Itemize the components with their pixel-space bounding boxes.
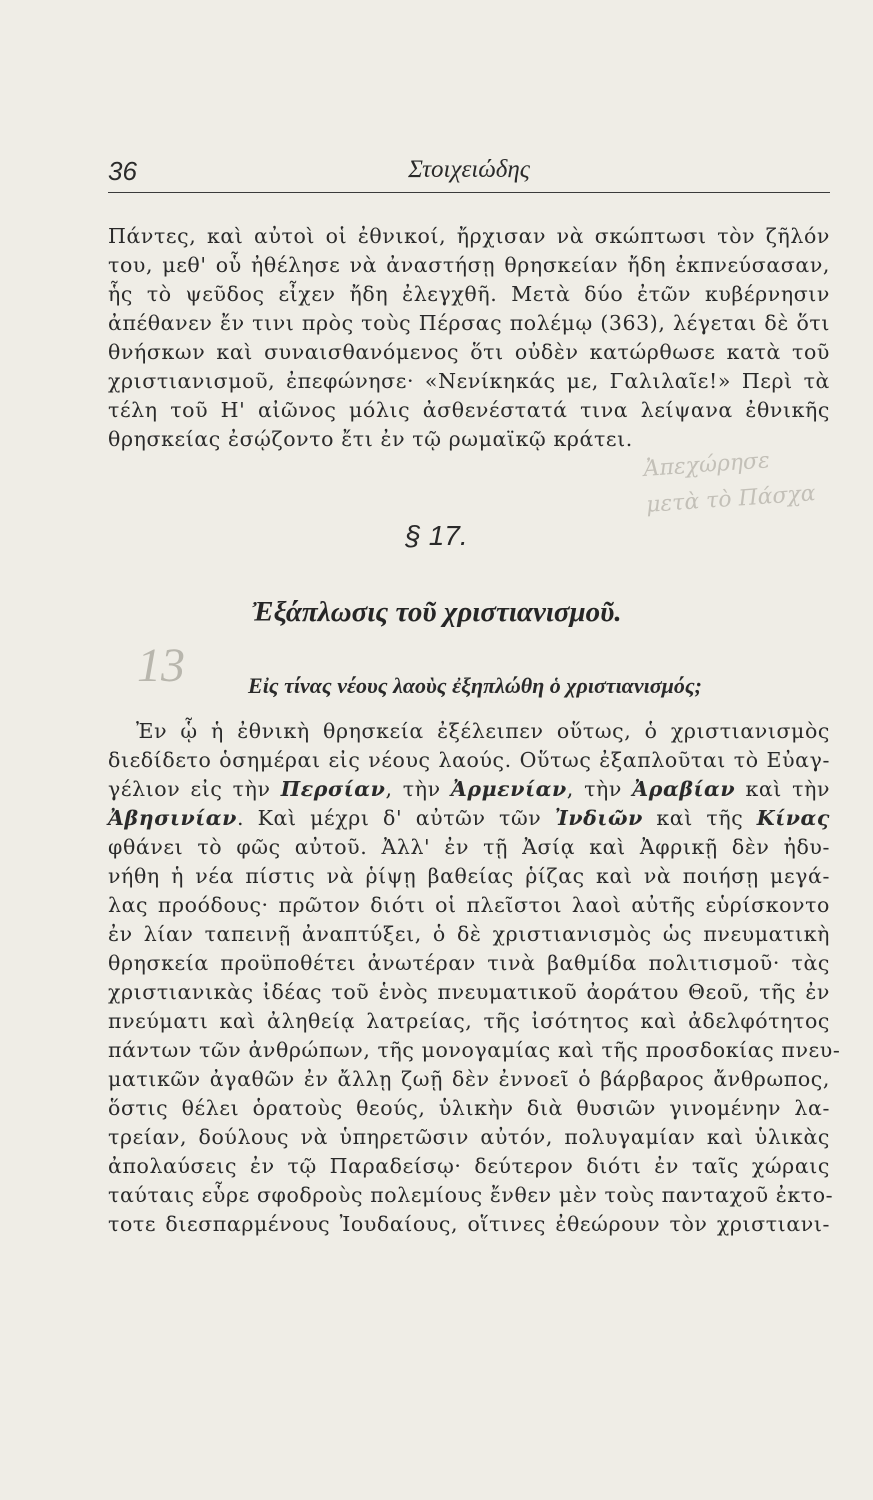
text-line: θνήσκων καὶ συναισθανόμενος ὅτι οὐδὲν κατώρθωσε κατὰ τοῦ [108,340,830,364]
text-line: ἀπέθανεν ἔν τινι πρὸς τοὺς Πέρσας πολέμῳ (363), λέγεται δὲ ὅτι [108,311,830,335]
text-line: ἧς τὸ ψεῦδος εἶχεν ἤδη ἐλεγχθῆ. Μετὰ δύο ἐτῶν κυβέρνησιν [108,282,830,306]
text-line: φθάνει τὸ φῶς αὐτοῦ. Ἀλλ' ἐν τῇ Ἀσίᾳ καὶ Ἀφρικῇ δὲν ἠδυ- [108,835,830,859]
text-line: ὅστις θέλει ὁρατοὺς θεούς, ὑλικὴν διὰ θυσιῶν γινομένην λα- [108,1096,830,1120]
paragraph-1 [108,222,830,454]
text-line: ματικῶν ἀγαθῶν ἐν ἄλλῃ ζωῇ δὲν ἐννοεῖ ὁ βάρβαρος ἄνθρωπος, [108,1067,830,1091]
text-run: καὶ τὴν [735,777,831,801]
text-line: διεδίδετο ὁσημέραι εἰς νέους λαούς. Οὕτως ἐξαπλοῦται τὸ Εὐαγ- [108,748,830,772]
text-line: ταύταις εὗρε σφοδροὺς πολεμίους ἔνθεν μὲν τοὺς πανταχοῦ ἐκτο- [108,1183,834,1207]
text-line: θρησκεία προϋποθέτει ἀνωτέραν τινὰ βαθμίδα πολιτισμοῦ· τὰς [108,951,830,975]
text-line: λας προόδους· πρῶτον διότι οἱ πλεῖστοι λαοὶ αὐτῆς εὑρίσκοντο [108,893,830,917]
text-run: γέλιον εἰς τὴν [108,777,281,801]
emphasis-india: Ἰνδιῶν [554,806,643,830]
running-title: Στοιχειώδης [408,156,530,183]
text-line: χριστιανισμοῦ, ἐπεφώνησε· «Νενίκηκάς με, Γαλιλαῖε!» Περὶ τὰ [108,369,830,393]
text-line: ἀπολαύσεις ἐν τῷ Παραδείσῳ· δεύτερον διότι ἐν ταῖς χώραις [108,1154,830,1178]
section-number: § 17. [405,520,468,551]
paragraph-2 [108,717,841,1239]
text-line: πάντων τῶν ἀνθρώπων, τῆς μονογαμίας καὶ τῆς προσδοκίας πνευ- [108,1038,841,1062]
text-line [108,775,830,804]
text-line: τοτε διεσπαρμένους Ἰουδαίους, οἵτινες ἐθεώρουν τὸν χριστιανι- [108,1212,830,1236]
text-line: τέλη τοῦ Η' αἰῶνος μόλις ἀσθενέστατά τινα λείψανα ἐθνικῆς [108,398,830,422]
text-run: καὶ τῆς [642,806,757,830]
text-line: θρησκείας ἐσῴζοντο ἔτι ἐν τῷ ρωμαϊκῷ κράτει. [108,427,633,451]
text-line [108,804,830,833]
text-line: του, μεθ' οὗ ἠθέλησε νὰ ἀναστήσῃ θρησκείαν ἤδη ἐκπνεύσασαν, [108,253,830,277]
text-line: νήθη ἡ νέα πίστις νὰ ῥίψῃ βαθείας ῥίζας καὶ νὰ ποιήσῃ μεγά- [108,864,830,888]
page-number: 36 [108,156,137,186]
text-line: πνεύματι καὶ ἀληθείᾳ λατρείας, τῆς ἰσότητος καὶ ἀδελφότητος [108,1009,830,1033]
section-question: Εἰς τίνας νέους λαοὺς ἐξηπλώθη ὁ χριστιανισμός; [248,673,702,698]
handwritten-annotation: Ἀπεχώρησε μετὰ τὸ Πάσχα [642,448,817,518]
emphasis-armenia: Ἀρμενίαν [450,777,567,801]
section-title: Ἐξάπλωσις τοῦ χριστιανισμοῦ. [251,596,622,628]
text-run: , τὴν [566,777,633,801]
text-line: ἐν λίαν ταπεινῇ ἀναπτύξει, ὁ δὲ χριστιανισμὸς ὡς πνευματικὴ [108,922,830,946]
emphasis-persia: Περσίαν [280,777,386,801]
emphasis-china: Κίνας [756,806,830,830]
emphasis-arabia: Ἀραβίαν [632,777,736,801]
text-run: . Καὶ μέχρι δ' αὐτῶν τῶν [237,806,555,830]
text-line: Πάντες, καὶ αὐτοὶ οἱ ἐθνικοί, ἤρχισαν νὰ σκώπτωσι τὸν ζῆλόν [108,224,830,248]
margin-pencil-number: 13 [137,639,185,692]
emphasis-abyssinia: Ἀβησινίαν [108,806,238,830]
text-line: Ἐν ᾧ ἡ ἐθνικὴ θρησκεία ἐξέλειπεν οὕτως, ὁ χριστιανισμὸς [136,719,830,743]
page-header [108,152,830,193]
text-line: χριστιανικὰς ἰδέας τοῦ ἑνὸς πνευματικοῦ ἀοράτου Θεοῦ, τῆς ἐν [108,980,830,1004]
text-run: , τὴν [385,777,451,801]
text-line: τρείαν, δούλους νὰ ὑπηρετῶσιν αὐτόν, πολυγαμίαν καὶ ὑλικὰς [108,1125,830,1149]
